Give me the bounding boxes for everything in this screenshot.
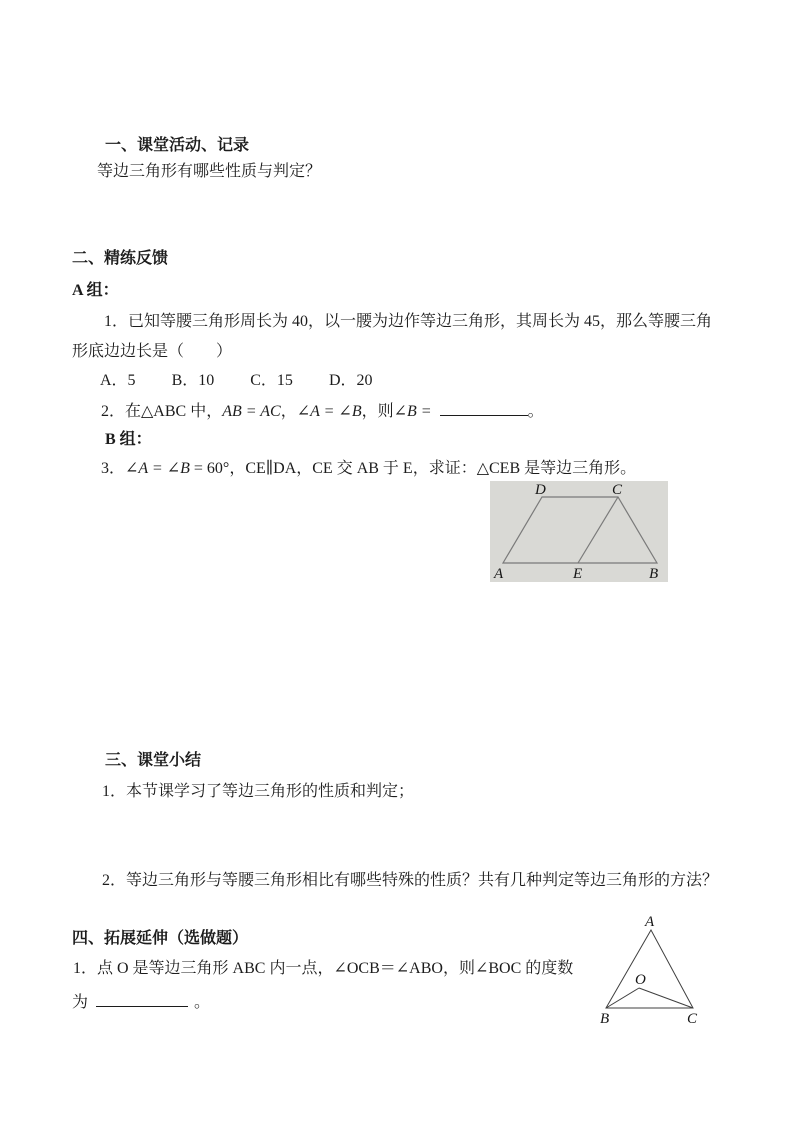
question1-options (100, 371, 373, 391)
option-b: B．10 (171, 372, 215, 389)
section2-heading: 二、精练反馈 (72, 250, 169, 267)
option-a: A．5 (100, 372, 136, 389)
question4-line2: 为 。 (72, 991, 210, 1013)
triangle-figure-svg (600, 914, 700, 1026)
group-b-label: B 组： (105, 431, 152, 448)
triangle-figure (600, 914, 700, 1031)
label-c: C (612, 482, 623, 498)
section1-question: 等边三角形有哪些性质与判定？ (97, 163, 322, 180)
section3-heading: 三、课堂小结 (105, 752, 202, 769)
label-a: A (645, 914, 655, 930)
option-c: C．15 (250, 372, 293, 389)
segment-bo (606, 988, 639, 1008)
question2: 2．在△ABC 中，AB = AC，∠A = ∠B，则∠B = 。 (101, 400, 544, 422)
answer-blank-q2 (440, 400, 528, 416)
section4-heading: 四、拓展延伸（选做题） (72, 930, 249, 947)
summary-item-1: 1．本节课学习了等边三角形的性质和判定； (102, 783, 415, 800)
question2-text: 2．在△ABC 中， (101, 403, 223, 421)
question2-math-angle-b: ∠B = (393, 403, 436, 421)
answer-blank-q4 (96, 991, 188, 1007)
label-d: D (535, 482, 546, 498)
label-c: C (687, 1011, 698, 1026)
question1-line1: 1．已知等腰三角形周长为 40，以一腰为边作等边三角形，其周长为 45，那么等腰三角 (104, 313, 713, 330)
label-b: B (600, 1011, 610, 1026)
label-o: O (635, 972, 646, 988)
question4-line1: 1．点 O 是等边三角形 ABC 内一点，∠OCB＝∠ABO，则∠BOC 的度数 (73, 960, 574, 977)
question3-text: = 60°，CE∥DA，CE 交 AB 于 E，求证：△CEB 是等边三角形。 (189, 460, 637, 477)
option-d: D．20 (328, 372, 373, 389)
question2-math-angles: ∠A = ∠B (296, 403, 362, 421)
trapezoid-figure-svg (490, 481, 668, 582)
question2-math-ab-ac: AB = AC (222, 403, 281, 421)
segment-oc (639, 988, 693, 1008)
question1-line2: 形底边边长是（ ） (72, 343, 233, 360)
group-a-label: A 组： (72, 282, 119, 299)
label-e: E (573, 566, 583, 582)
summary-item-2: 2．等边三角形与等腰三角形相比有哪些特殊的性质？共有几种判定等边三角形的方法？ (102, 872, 719, 889)
triangle-outline (606, 930, 693, 1008)
label-b: B (649, 566, 659, 582)
trapezoid-figure (490, 481, 668, 587)
section1-heading: 一、课堂活动、记录 (105, 137, 250, 154)
question3: 3．∠A = ∠B = 60°，CE∥DA，CE 交 AB 于 E，求证：△CEB 是等边三角形。 (101, 460, 637, 477)
label-a: A (494, 566, 504, 582)
question3-math-angles: ∠A = ∠B (125, 460, 190, 477)
